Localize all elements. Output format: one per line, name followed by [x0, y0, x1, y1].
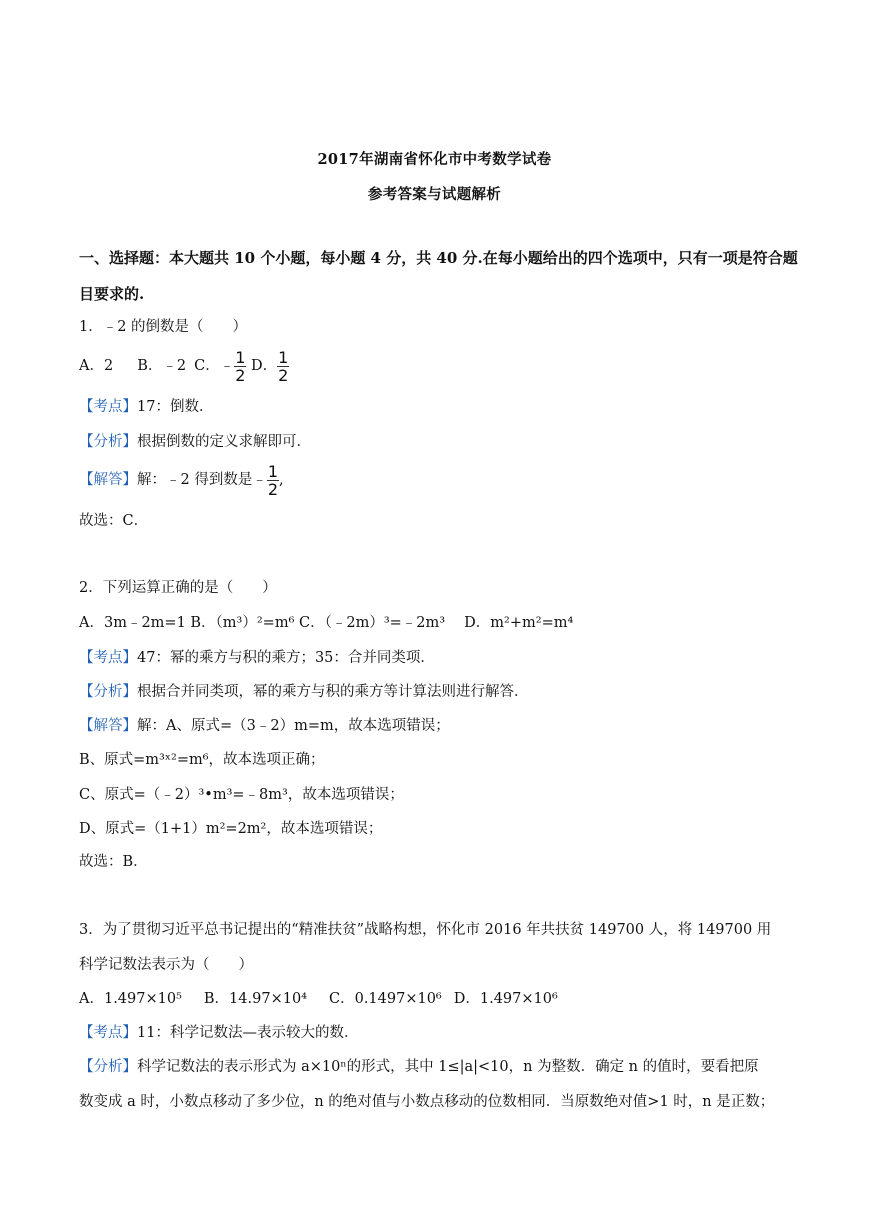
q2-fenxi: 【分析】根据合并同类项，幂的乘方与积的乘方等计算法则进行解答． [79, 684, 529, 700]
section-heading-line-1: 一、选择题：本大题共 10 个小题，每小题 4 分，共 40 分.在每小题给出的四个选项中，只有一项是符合题 [79, 249, 798, 267]
q3-fenxi-line-1: 【分析】科学记数法的表示形式为 a×10ⁿ的形式，其中 1≤|a|<10，n 为整数．确定 n 的值时，要看把原 [79, 1059, 759, 1075]
q1-kaodian: 【考点】17：倒数． [79, 399, 214, 415]
q1-option-d: D． [251, 358, 278, 374]
q1-jieda-fraction: $\frac{1}{2}$ [267, 461, 279, 499]
q3-option-c: C．0.1497×10⁶ [329, 991, 442, 1007]
document-title: 2017年湖南省怀化市中考数学试卷 [317, 151, 552, 168]
fenxi-tag: 【分析】 [79, 1059, 137, 1075]
fenxi-tag: 【分析】 [79, 434, 137, 450]
q3-option-d: D．1.497×10⁶ [453, 991, 558, 1007]
q3-kaodian: 【考点】11：科学记数法—表示较大的数． [79, 1025, 359, 1041]
q2-step-b: B、原式=m³ˣ²=m⁶，故本选项正确； [79, 752, 325, 768]
kaodian-tag: 【考点】 [79, 399, 137, 415]
q1-fenxi: 【分析】根据倒数的定义求解即可． [79, 434, 311, 450]
q1-option-c: C．﹣ [194, 358, 235, 374]
q3-fenxi-line-2: 数变成 a 时，小数点移动了多少位，n 的绝对值与小数点移动的位数相同．当原数绝对值>1 时，n 是正数； [79, 1094, 775, 1110]
q3-stem-line-2: 科学记数法表示为（ ） [79, 957, 253, 973]
q1-option-b: B．﹣2 [137, 358, 187, 374]
kaodian-tag: 【考点】 [79, 1025, 137, 1041]
q1-options [79, 348, 289, 384]
jieda-tag: 【解答】 [79, 472, 137, 488]
q2-kaodian: 【考点】47：幂的乘方与积的乘方；35：合并同类项． [79, 650, 435, 666]
q2-choice: 故选：B． [79, 854, 148, 870]
q2-stem: 2．下列运算正确的是（ ） [79, 580, 277, 596]
q1-jieda: 【解答】解：﹣2 得到数是﹣ $\frac{1}{2}$ , [79, 461, 284, 499]
q1-option-c-fraction: $\frac{1}{2}$ [235, 347, 246, 385]
q2-jieda: 【解答】解：A、原式=（3﹣2）m=m，故本选项错误； [79, 718, 450, 734]
q3-option-a: A．1.497×10⁵ [79, 991, 182, 1007]
jieda-tag: 【解答】 [79, 718, 137, 734]
q2-options: A．3m﹣2m=1 B．（m³）²=m⁶ C．（﹣2m）³=﹣2m³ D．m²+m²=m⁴ [79, 615, 574, 631]
fenxi-tag: 【分析】 [79, 684, 137, 700]
kaodian-tag: 【考点】 [79, 650, 137, 666]
q3-options [79, 989, 558, 1009]
q2-step-c: C、原式=（﹣2）³•m³=﹣8m³，故本选项错误； [79, 787, 404, 803]
document-subtitle: 参考答案与试题解析 [367, 186, 502, 203]
q1-option-a: A．2 [79, 358, 114, 374]
q1-option-d-fraction: $\frac{1}{2}$ [278, 347, 289, 385]
q3-option-b: B．14.97×10⁴ [203, 991, 307, 1007]
section-heading-line-2: 目要求的. [79, 285, 145, 303]
q3-stem-line-1: 3．为了贯彻习近平总书记提出的“精准扶贫”战略构想，怀化市 2016 年共扶贫 149700 人，将 149700 用 [79, 922, 772, 938]
q1-choice: 故选：C． [79, 513, 149, 529]
q1-stem: 1．﹣2 的倒数是（ ） [79, 319, 248, 335]
q2-step-d: D、原式=（1+1）m²=2m²，故本选项错误； [79, 821, 383, 837]
